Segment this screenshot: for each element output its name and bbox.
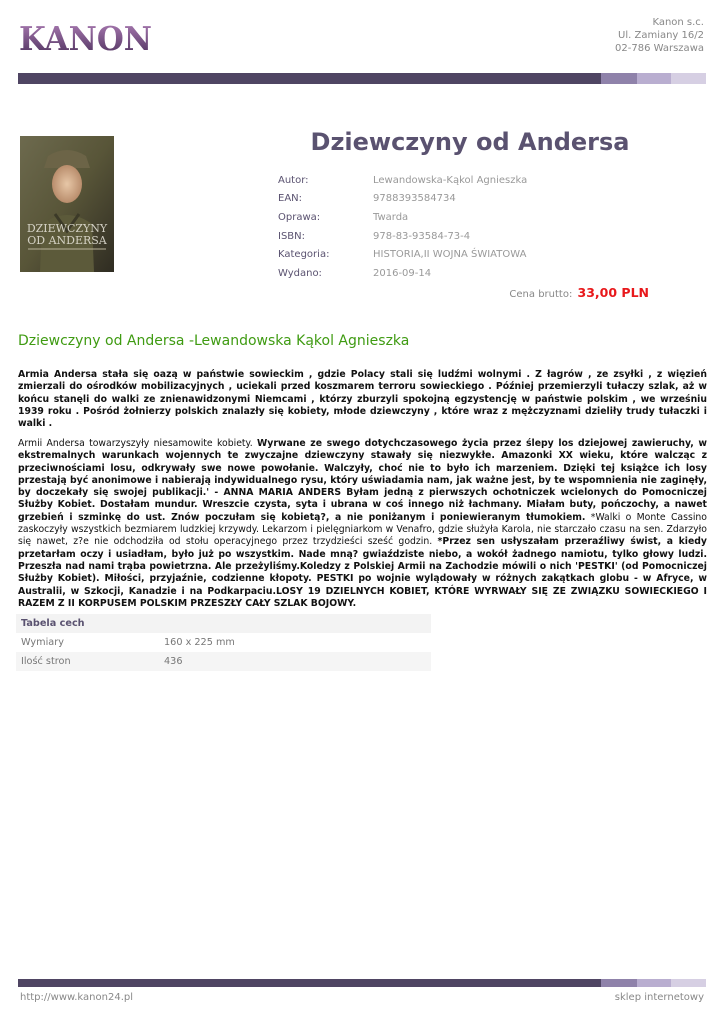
table-row (16, 652, 431, 671)
feature-label: Ilość stron (21, 656, 71, 667)
description-paragraph (18, 369, 707, 430)
detail-value: HISTORIA,II WOJNA ŚWIATOWA (373, 249, 527, 261)
address-line: 02-786 Warszawa (615, 43, 704, 54)
book-details (278, 171, 527, 283)
price-amount: 33,00 PLN (577, 285, 649, 300)
detail-label: ISBN: (278, 230, 306, 242)
description-text: *Walki o Monte Cassino zaskoczyły wszystkich bezmiarem ludzkiej krzywdy. Lekarzom i pielęgniarkom w Venafro, gdzie służyła Karola, nie starczało czasu na sen. Zdarzyło się nawet, z?e nie odchodziła od stołu operacyjnego przez trzydzieści sześć godzin. (18, 511, 707, 548)
logo-text: KANON (19, 21, 152, 55)
price (509, 285, 649, 300)
detail-value: 9788393584734 (373, 193, 456, 205)
feature-label: Wymiary (21, 637, 64, 648)
detail-label: EAN: (278, 193, 303, 205)
detail-label: Autor: (278, 174, 309, 186)
detail-value: Twarda (373, 211, 409, 223)
detail-value: 2016-09-14 (373, 267, 432, 279)
detail-row-category (278, 245, 527, 264)
detail-row-author (278, 171, 527, 190)
svg-text:DZIEWCZYNY: DZIEWCZYNY (26, 222, 108, 235)
description-text: Armia Andersa stała się oazą w państwie sowieckim , gdzie Polacy stali się ludźmi wolnymi . Z łagrów , ze zsyłki , z więzień zmierzali do ośrodków mobilizacyjnych , uciekali przed koszmarem terroru sowieckiego . Później przemierzyli tułaczy szlak, aż w końcu stanęli do walki ze znienawidzonymi Niemcami , którzy zburzyli spokojną egzystencję w państwie polskim , we wrześniu 1939 roku . Pośród żołnierzy polskich znalazły się kobiety, młode dziewczyny , które wraz z mężczyznami dzieliły trudy tułaczki i walki . (18, 369, 707, 430)
book-title: Dziewczyny od Andersa (310, 128, 630, 156)
price-label: Cena brutto: (509, 289, 573, 300)
description-body (18, 369, 707, 618)
detail-row-published (278, 264, 527, 283)
book-cover-image (20, 136, 114, 272)
features-table (16, 614, 431, 671)
detail-row-ean (278, 190, 527, 209)
address-line: Kanon s.c. (652, 17, 704, 28)
description-text: *Przez sen usłyszałam przeraźliwy świst, a kiedy przetarłam oczy i usiadłam, było już po wszystkim. Nade mną? gwiaździste niebo, a wokół żadnego namiotu, tylko głowy ludzi. Przeszła nad nami trąba powietrzna. Ale przeżyliśmy.Koledzy z Polskiej Armii na Zachodzie mówili o nich 'PESTKI' (od Pomocniczej Służby Kobiet). Miłości, przyjaźnie, codzienne kłopoty. PESTKI po wojnie wylądowały w różnych zakątkach globu - w Afryce, w Australii, w Szkocji, Kanadzie i na Podkarpaciu.LOSY 19 DZIELNYCH KOBIET, KTÓRE WYRWAŁY SIĘ ZE ZWIĄZKU SOWIECKIEGO I RAZEM Z II KORPUSEM POLSKIM PRZESZŁY CAŁY SZLAK BOJOWY. (18, 536, 707, 609)
detail-value: Lewandowska-Kąkol Agnieszka (373, 174, 528, 186)
detail-row-binding (278, 208, 527, 227)
footer-url[interactable]: http://www.kanon24.pl (20, 992, 133, 1003)
svg-text:OD ANDERSA: OD ANDERSA (27, 234, 107, 247)
detail-value: 978-83-93584-73-4 (373, 230, 471, 242)
description-heading: Dziewczyny od Andersa -Lewandowska Kąkol Agnieszka (18, 333, 410, 349)
address-line: Ul. Zamiany 16/2 (618, 30, 704, 41)
features-table-heading: Tabela cech (16, 614, 431, 633)
detail-row-isbn (278, 227, 527, 246)
detail-label: Wydano: (278, 267, 322, 279)
description-text: Wyrwane ze swego dotychczasowego życia przez ślepy los dziejowej zawieruchy, w ekstremalnych warunkach wojennych te zwyczajne dziewczyny stawały się niezwykłe. Amazonki XX wieku, które walcząc z przeciwnościami losu, odkrywały swe nowe powołanie. Walczyły, choć nie to było ich marzeniem. Dzięki tej książce ich losy przestają być anonimowe i nabierają indywidualnego rysu, który uświadamia nam, jak ważne jest, by te wspomnienia nie zaginęły, by doczekały się swojej publikacji.' - ANNA MARIA ANDERS Byłam jedną z pierwszych ochotniczek wcielonych do Pomocniczej Służby Kobiet. Dostałam mundur. Wreszcie czysta, syta i ubrana w coś innego niż łachmany. Miałam buty, pończochy, a nawet grzebień i szminkę do ust. Znów poczułam się kobietą?, a nie poniżanym i poniewieranym tłumokiem. (18, 437, 707, 523)
company-address (615, 16, 704, 55)
kanon-logo (19, 21, 152, 55)
feature-value: 160 x 225 mm (164, 637, 235, 648)
header-divider (18, 73, 706, 84)
footer-tagline: sklep internetowy (614, 992, 704, 1003)
table-row (16, 633, 431, 652)
description-paragraph (18, 438, 707, 610)
footer-divider (18, 979, 706, 987)
feature-value: 436 (164, 656, 183, 667)
detail-label: Oprawa: (278, 211, 321, 223)
description-text: Armii Andersa towarzyszyły niesamowite kobiety. (18, 437, 258, 449)
detail-label: Kategoria: (278, 249, 330, 261)
